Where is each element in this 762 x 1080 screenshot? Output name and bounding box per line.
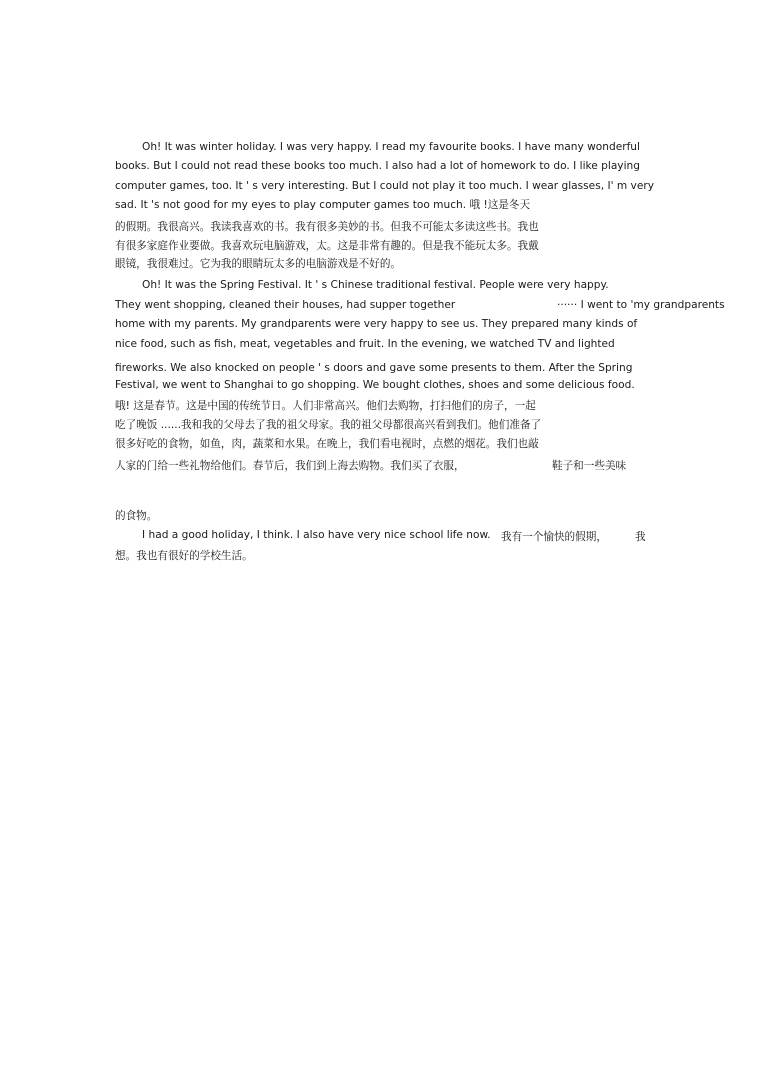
paragraph-3-line-1-en: I had a good holiday, I think. I also have very nice school life now. <box>142 529 491 541</box>
translation-2-line-3: 很多好吃的食物，如鱼，肉，蔬菜和水果。在晚上，我们看电视时，点燃的烟花。我们也敲 <box>115 438 539 450</box>
translation-2-line-1: 哦! 这是春节。这是中国的传统节日。人们非常高兴。他们去购物，打扫他们的房子，一起 <box>115 400 536 412</box>
translation-1-line-3: 眼镜，我很难过。它为我的眼睛玩太多的电脑游戏是不好的。 <box>115 258 402 270</box>
paragraph-1-line-4: sad. It 's not good for my eyes to play computer games too much. 哦 !这是冬天 <box>115 199 531 211</box>
translation-1-line-1: 的假期。我很高兴。我读我喜欢的书。我有很多美妙的书。但我不可能太多读这些书。我也 <box>115 221 539 233</box>
paragraph-2-line-2-right: ······ I went to 'my grandparents <box>557 299 725 311</box>
paragraph-2-line-5: fireworks. We also knocked on people ' s doors and gave some presents to them. After the Spring <box>115 362 633 374</box>
paragraph-1-line-3: computer games, too. It ' s very interesting. But I could not play it too much. I wear glasses, I' m very <box>115 180 654 192</box>
paragraph-3-line-2: 想。我也有很好的学校生活。 <box>115 550 253 562</box>
translation-2-line-4-left: 人家的门给一些礼物给他们。春节后，我们到上海去购物。我们买了衣服， <box>115 460 465 472</box>
paragraph-1-line-2: books. But I could not read these books too much. I also had a lot of homework to do. I like playing <box>115 160 640 172</box>
paragraph-2-line-3: home with my parents. My grandparents were very happy to see us. They prepared many kinds of <box>115 318 638 330</box>
paragraph-3-line-1-cn-b: 我 <box>635 531 646 543</box>
paragraph-2-line-6: Festival, we went to Shanghai to go shopping. We bought clothes, shoes and some delicious food. <box>115 379 635 391</box>
translation-2-line-5: 的食物。 <box>115 510 158 522</box>
paragraph-3-line-1-cn-a: 我有一个愉快的假期， <box>501 531 607 543</box>
translation-1-line-2: 有很多家庭作业要做。我喜欢玩电脑游戏，太。这是非常有趣的。但是我不能玩太多。我戴 <box>115 240 539 252</box>
translation-2-line-4-right: 鞋子和一些美味 <box>552 460 627 472</box>
paragraph-2-line-2-left: They went shopping, cleaned their houses, had supper together <box>115 299 456 311</box>
paragraph-1-line-1: Oh! It was winter holiday. I was very happy. I read my favourite books. I have many wonderful <box>142 141 640 153</box>
translation-2-line-2: 吃了晚饭 ......我和我的父母去了我的祖父母家。我的祖父母都很高兴看到我们。他们准备了 <box>115 419 542 431</box>
paragraph-2-line-1: Oh! It was the Spring Festival. It ' s Chinese traditional festival. People were very happy. <box>142 279 609 291</box>
paragraph-2-line-4: nice food, such as fish, meat, vegetables and fruit. In the evening, we watched TV and lighted <box>115 338 615 350</box>
